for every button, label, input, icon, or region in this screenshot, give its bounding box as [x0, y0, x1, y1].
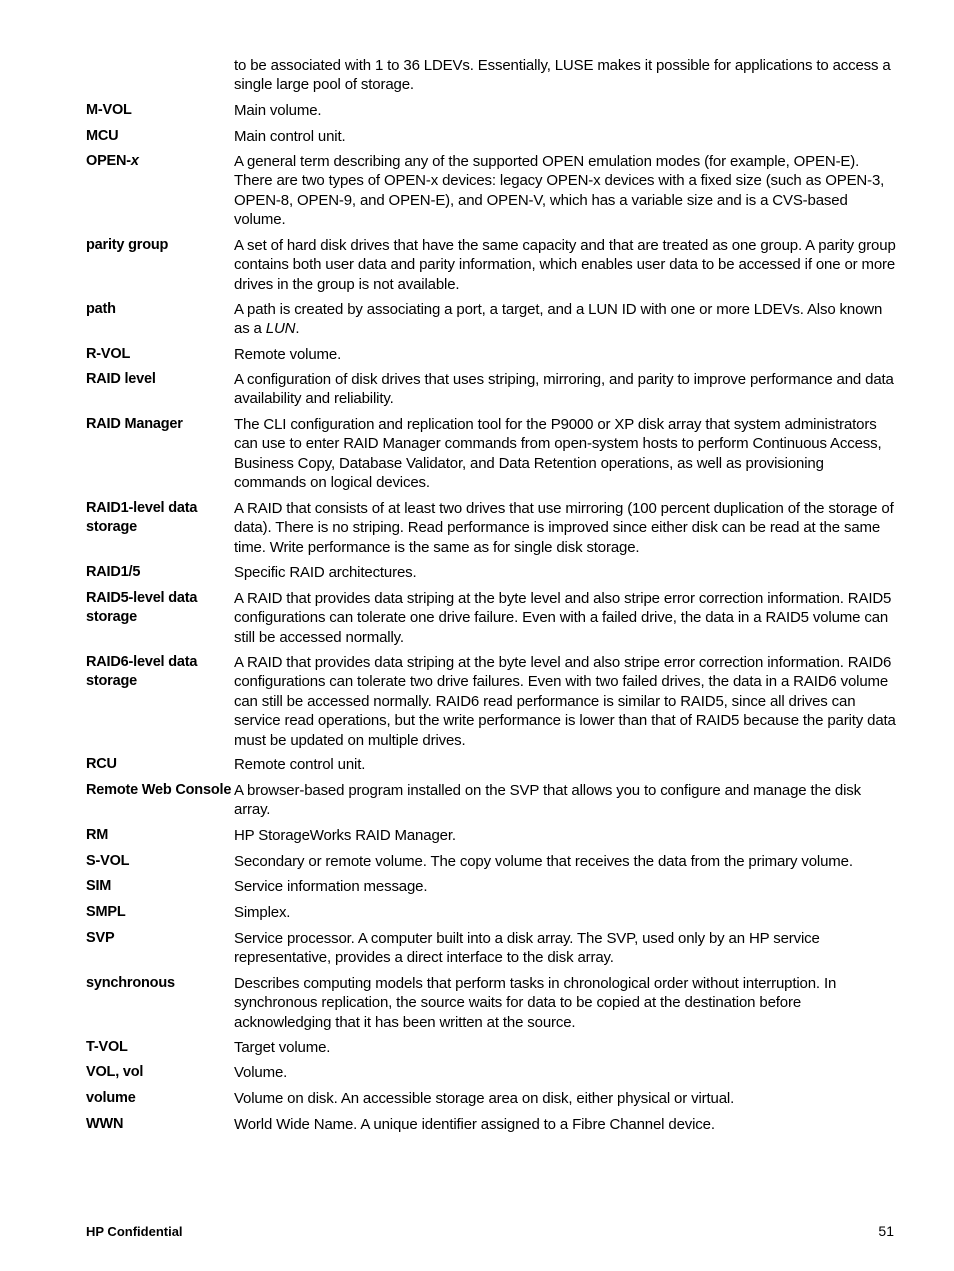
- glossary-term: MCU: [86, 128, 119, 144]
- glossary-entry: [86, 653, 898, 755]
- glossary-entry: [86, 236, 898, 300]
- glossary-term: RM: [86, 827, 109, 843]
- glossary-definition: Volume on disk. An accessible storage area on disk, either physical or virtual.: [234, 1090, 735, 1107]
- glossary-definition: A general term describing any of the supported OPEN emulation modes (for example, OPEN-E). There are two types of OPEN-x devices: legacy OPEN-x devices with a fixed size (such as OPEN-3, OPEN-8, OPEN-9, and OPEN-E), and OPEN-V, which has a variable size and is a CVS-based volume.: [234, 153, 885, 229]
- glossary-entry: [86, 415, 898, 499]
- glossary-term-text: OPEN-: [86, 153, 131, 169]
- footer-confidential: HP Confidential: [86, 1224, 183, 1239]
- glossary-definition: Main control unit.: [234, 128, 346, 145]
- glossary-term: RAID Manager: [86, 416, 183, 432]
- glossary-entry: [86, 1038, 898, 1063]
- glossary-list: [86, 56, 898, 1141]
- glossary-definition: Remote control unit.: [234, 756, 366, 773]
- glossary-definition-end: .: [295, 320, 300, 338]
- glossary-definition: A RAID that consists of at least two drives that use mirroring (100 percent duplication of the storage of data). There is no striping. Read performance is improved since either disk can be read at the same time. Write performance is the same as for single disk storage.: [234, 500, 894, 556]
- glossary-entry: [86, 589, 898, 653]
- glossary-entry: [86, 127, 898, 152]
- glossary-definition: [234, 300, 898, 339]
- glossary-term: RAID level: [86, 371, 156, 387]
- glossary-term: parity group: [86, 237, 169, 253]
- glossary-definition: Specific RAID architectures.: [234, 564, 417, 581]
- glossary-definition: to be associated with 1 to 36 LDEVs. Essentially, LUSE makes it possible for applications to access a single large pool of storage.: [234, 57, 891, 94]
- glossary-term: RAID1/5: [86, 564, 141, 580]
- glossary-entry: [86, 826, 898, 852]
- glossary-term: volume: [86, 1090, 136, 1106]
- glossary-term: SVP: [86, 930, 115, 946]
- glossary-term: SIM: [86, 878, 112, 894]
- glossary-term: path: [86, 301, 116, 317]
- glossary-entry: [86, 152, 898, 236]
- glossary-definition: Simplex.: [234, 904, 291, 921]
- glossary-entry: [86, 903, 898, 929]
- glossary-definition: HP StorageWorks RAID Manager.: [234, 827, 456, 844]
- glossary-entry: [86, 1115, 898, 1141]
- glossary-entry: [86, 1089, 898, 1115]
- glossary-term: RAID1-level data storage: [86, 500, 198, 536]
- glossary-term: Remote Web Console: [86, 782, 232, 798]
- glossary-entry: [86, 974, 898, 1038]
- glossary-definition: World Wide Name. A unique identifier assigned to a Fibre Channel device.: [234, 1116, 715, 1133]
- glossary-term: M-VOL: [86, 102, 132, 118]
- glossary-definition-text: A path is created by associating a port, a target, and a LUN ID with one or more LDEVs. Also known as a: [234, 301, 883, 338]
- glossary-definition: Secondary or remote volume. The copy volume that receives the data from the primary volume.: [234, 853, 853, 870]
- glossary-definition: Volume.: [234, 1064, 288, 1081]
- glossary-term: RAID5-level data storage: [86, 590, 198, 626]
- glossary-term: VOL, vol: [86, 1064, 144, 1080]
- glossary-entry: [86, 563, 898, 589]
- glossary-entry: [86, 877, 898, 903]
- glossary-entry: [86, 56, 898, 101]
- glossary-definition: A set of hard disk drives that have the same capacity and that are treated as one group. A parity group contains both user data and parity information, which enables user data to be accessed if one or more drives in the group is not available.: [234, 237, 896, 293]
- glossary-definition-italic: LUN: [265, 320, 296, 338]
- glossary-definition: Main volume.: [234, 102, 322, 119]
- glossary-definition: Service information message.: [234, 878, 428, 895]
- glossary-definition: The CLI configuration and replication tool for the P9000 or XP disk array that system administrators can use to enter RAID Manager commands from open-system hosts to perform Continuous Access, Business Copy, Database Validator, and Data Retention operations, as well as provisioning commands on logical devices.: [234, 416, 882, 492]
- glossary-entry: [86, 370, 898, 415]
- glossary-definition: Remote volume.: [234, 346, 342, 363]
- glossary-term-italic: x: [130, 153, 139, 169]
- page-number: 51: [878, 1223, 894, 1239]
- glossary-entry: [86, 300, 898, 345]
- glossary-term: [86, 152, 234, 171]
- glossary-term: synchronous: [86, 975, 175, 991]
- glossary-term: T-VOL: [86, 1039, 128, 1055]
- glossary-definition: Target volume.: [234, 1039, 331, 1056]
- glossary-term: R-VOL: [86, 346, 131, 362]
- glossary-entry: [86, 852, 898, 877]
- glossary-entry: [86, 755, 898, 781]
- glossary-entry: [86, 929, 898, 974]
- glossary-definition: A RAID that provides data striping at the byte level and also stripe error correction information. RAID5 configurations can tolerate one drive failure. Even with a failed drive, the data in a RAID5 volume can still be accessed normally.: [234, 590, 892, 646]
- glossary-entry: [86, 499, 898, 563]
- glossary-entry: [86, 1063, 898, 1089]
- glossary-definition: A browser-based program installed on the SVP that allows you to configure and manage the disk array.: [234, 782, 861, 819]
- glossary-term: WWN: [86, 1116, 124, 1132]
- glossary-definition: A RAID that provides data striping at the byte level and also stripe error correction information. RAID6 configurations can tolerate two drive failures. Even with two failed drives, the data in a RAID6 volume can still be accessed normally. RAID6 read performance is similar to RAID5, since all drives can service read operations, but the write performance is lower than that of RAID5 because the parity data must be updated on multiple drives.: [234, 654, 896, 749]
- glossary-entry: [86, 101, 898, 127]
- glossary-definition: A configuration of disk drives that uses striping, mirroring, and parity to improve performance and data availability and reliability.: [234, 371, 894, 408]
- glossary-term: SMPL: [86, 904, 126, 920]
- glossary-definition: Describes computing models that perform tasks in chronological order without interruption. In synchronous replication, the source waits for data to be copied at the destination before acknowledging that it has been written at the source.: [234, 975, 837, 1031]
- glossary-term: RCU: [86, 756, 117, 772]
- glossary-term: RAID6-level data storage: [86, 654, 198, 690]
- glossary-entry: [86, 781, 898, 826]
- glossary-entry: [86, 345, 898, 370]
- glossary-definition: Service processor. A computer built into a disk array. The SVP, used only by an HP service representative, provides a direct interface to the disk array.: [234, 930, 820, 967]
- glossary-term: S-VOL: [86, 853, 130, 869]
